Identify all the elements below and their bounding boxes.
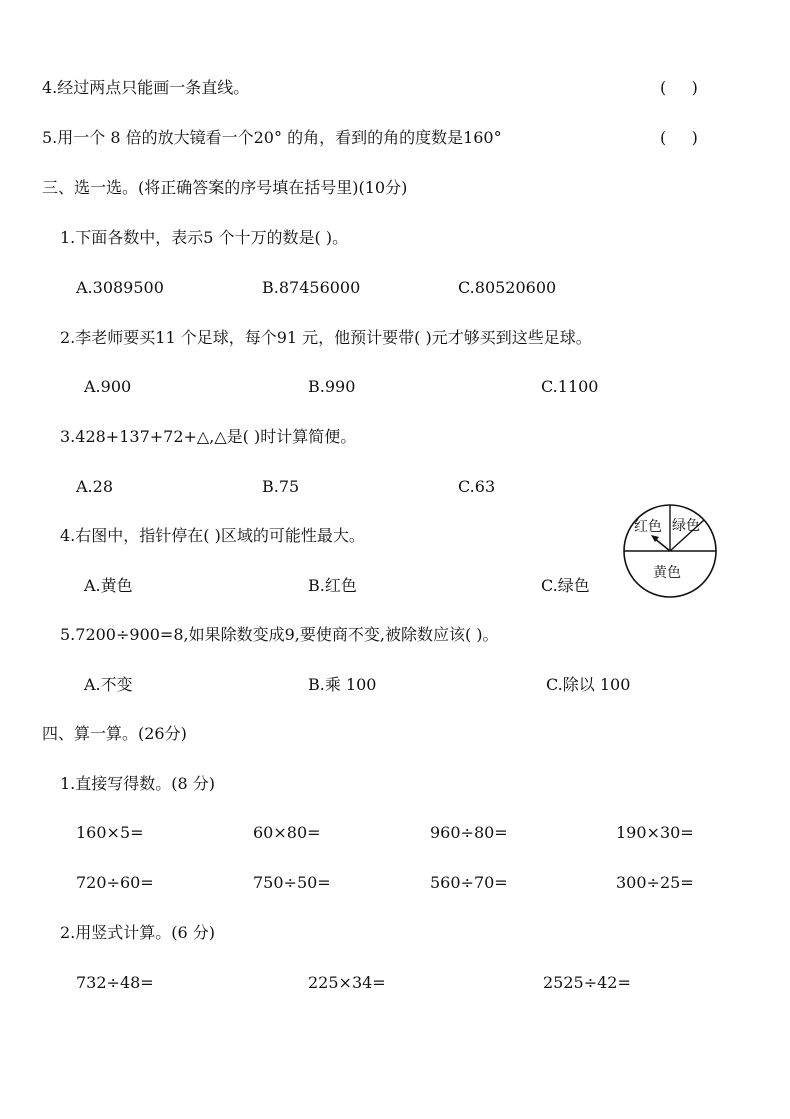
oral-calc-item: 60×80= <box>253 823 321 842</box>
q1-option-a: A.3089500 <box>76 278 164 297</box>
oral-calc-item: 720÷60= <box>76 873 154 892</box>
q3-option-c: C.63 <box>458 477 496 496</box>
judge-statement-4: 4.经过两点只能画一条直线。 <box>42 78 250 97</box>
oral-calc-item: 160×5= <box>76 823 144 842</box>
oral-calc-item: 560÷70= <box>430 873 508 892</box>
q2-option-c: C.1100 <box>541 377 599 396</box>
oral-calc-item: 190×30= <box>616 823 694 842</box>
answer-paren-4[interactable]: ( ) <box>660 78 698 97</box>
oral-calc-item: 750÷50= <box>253 873 331 892</box>
vertical-calc-title: 2.用竖式计算。(6 分) <box>60 923 216 942</box>
q1-option-b: B.87456000 <box>262 278 361 297</box>
q3-option-a: A.28 <box>76 477 113 496</box>
judge-statement-5: 5.用一个 8 倍的放大镜看一个20° 的角，看到的角的度数是160° <box>42 128 502 147</box>
vertical-calc-item: 2525÷42= <box>543 973 631 992</box>
section4-heading: 四、算一算。(26分) <box>42 724 187 743</box>
answer-paren-5[interactable]: ( ) <box>660 128 698 147</box>
oral-calc-item: 300÷25= <box>616 873 694 892</box>
choice-question-1: 1.下面各数中，表示5 个十万的数是( )。 <box>60 228 349 247</box>
q4-option-c: C.绿色 <box>541 576 590 595</box>
oral-calc-title: 1.直接写得数。(8 分) <box>60 774 216 793</box>
choice-question-5: 5.7200÷900=8,如果除数变成9,要使商不变,被除数应该( )。 <box>60 625 499 644</box>
choice-question-2: 2.李老师要买11 个足球，每个91 元，他预计要带( )元才够买到这些足球。 <box>60 328 592 347</box>
spinner-label-green: 绿色 <box>672 518 700 534</box>
vertical-calc-item: 732÷48= <box>76 973 154 992</box>
choice-question-4: 4.右图中，指针停在( )区域的可能性最大。 <box>60 526 365 545</box>
q4-option-a: A.黄色 <box>84 576 133 595</box>
choice-question-3: 3.428+137+72+△,△是( )时计算简便。 <box>60 427 357 446</box>
q5-option-a: A.不变 <box>84 675 133 694</box>
q1-option-c: C.80520600 <box>458 278 557 297</box>
oral-calc-item: 960÷80= <box>430 823 508 842</box>
q2-option-b: B.990 <box>308 377 356 396</box>
q5-option-b: B.乘 100 <box>308 675 377 694</box>
spinner-label-red: 红色 <box>634 519 662 535</box>
spinner-label-yellow: 黄色 <box>653 565 681 581</box>
vertical-calc-item: 225×34= <box>308 973 386 992</box>
section3-heading: 三、选一选。(将正确答案的序号填在括号里)(10分) <box>42 178 408 197</box>
q3-option-b: B.75 <box>262 477 300 496</box>
q4-option-b: B.红色 <box>308 576 357 595</box>
q2-option-a: A.900 <box>84 377 132 396</box>
q5-option-c: C.除以 100 <box>546 675 631 694</box>
spinner-figure <box>620 500 720 604</box>
